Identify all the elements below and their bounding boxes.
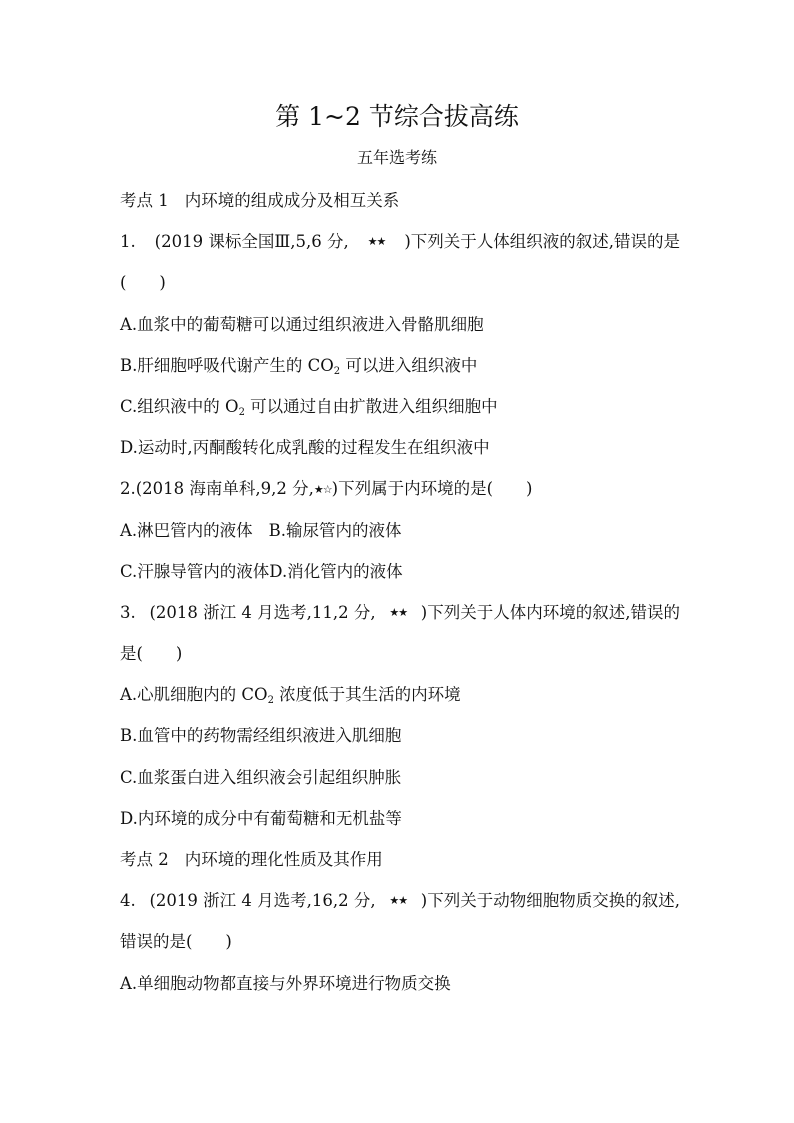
question-number: 3. [120,602,136,622]
section-label: 考点 2 [120,850,169,869]
option-2-c: C.汗腺导管内的液体 [120,561,270,581]
subscript: 2 [267,695,274,707]
options-2-cd [120,558,680,599]
question-source: (2019 课标全国Ⅲ,5,6 分, [154,232,349,252]
question-number: 2. [120,479,136,499]
option-3-a [120,681,680,722]
option-text: C.组织液中的 O [120,396,239,416]
option-2-d: D.消化管内的液体 [269,561,403,581]
option-text: A.心肌细胞内的 CO [120,685,268,705]
question-number: 4. [120,891,136,911]
page-title: 第 1~2 节综合拔高练 [275,102,519,131]
difficulty-stars-icon: ★★ [367,235,386,249]
question-3-stem [120,599,680,640]
question-2-stem [120,475,680,516]
question-text: )下列关于人体内环境的叙述,错误的 [420,602,680,622]
question-text: )下列关于动物细胞物质交换的叙述, [420,891,680,911]
question-source: (2019 浙江 4 月选考,16,2 分, [149,891,376,911]
subscript: 2 [333,365,341,377]
difficulty-stars-icon: ★★ [389,605,408,619]
section-title: 内环境的理化性质及其作用 [184,850,383,869]
difficulty-stars-icon: ★☆ [313,483,332,497]
difficulty-stars-icon: ★★ [389,894,408,908]
option-text: 浓度低于其生活的内环境 [273,685,461,705]
question-source: (2018 海南单科,9,2 分, [135,479,314,499]
question-content [120,187,680,1011]
option-2-b: B.输尿管内的液体 [268,520,402,540]
option-1-a: A.血浆中的葡萄糖可以通过组织液进入骨骼肌细胞 [120,314,484,334]
option-text: 可以通过自由扩散进入组织细胞中 [244,396,498,416]
question-1-answer-blank: ( ) [120,273,166,293]
question-3-answer-blank: 是( ) [120,644,183,664]
option-1-d: D.运动时,丙酮酸转化成乳酸的过程发生在组织液中 [120,438,490,458]
option-text: 可以进入组织液中 [340,355,478,375]
section-label: 考点 1 [120,191,169,210]
question-1-stem [120,228,680,269]
question-text: )下列关于人体组织液的叙述,错误的是 [404,232,680,252]
subscript: 2 [238,406,245,418]
question-source: (2018 浙江 4 月选考,11,2 分, [149,602,376,622]
option-text: B.肝细胞呼吸代谢产生的 CO [120,355,334,375]
option-3-d: D.内环境的成分中有葡萄糖和无机盐等 [120,808,402,828]
option-3-c: C.血浆蛋白进入组织液会引起组织肿胀 [120,767,402,787]
section-heading-2 [120,846,680,887]
option-4-a: A.单细胞动物都直接与外界环境进行物质交换 [120,973,451,993]
option-2-a: A.淋巴管内的液体 [120,520,253,540]
question-text: )下列属于内环境的是( ) [331,479,533,499]
question-number: 1. [120,232,136,252]
option-1-b [120,352,680,393]
section-heading-1 [120,187,680,228]
option-3-b: B.血管中的药物需经组织液进入肌细胞 [120,726,402,746]
question-4-answer-blank: 错误的是( ) [120,932,232,952]
question-4-stem [120,887,680,928]
option-1-c [120,393,680,434]
page-subtitle: 五年选考练 [356,148,437,167]
options-2-ab [120,517,680,558]
section-title: 内环境的组成成分及相互关系 [184,191,400,210]
